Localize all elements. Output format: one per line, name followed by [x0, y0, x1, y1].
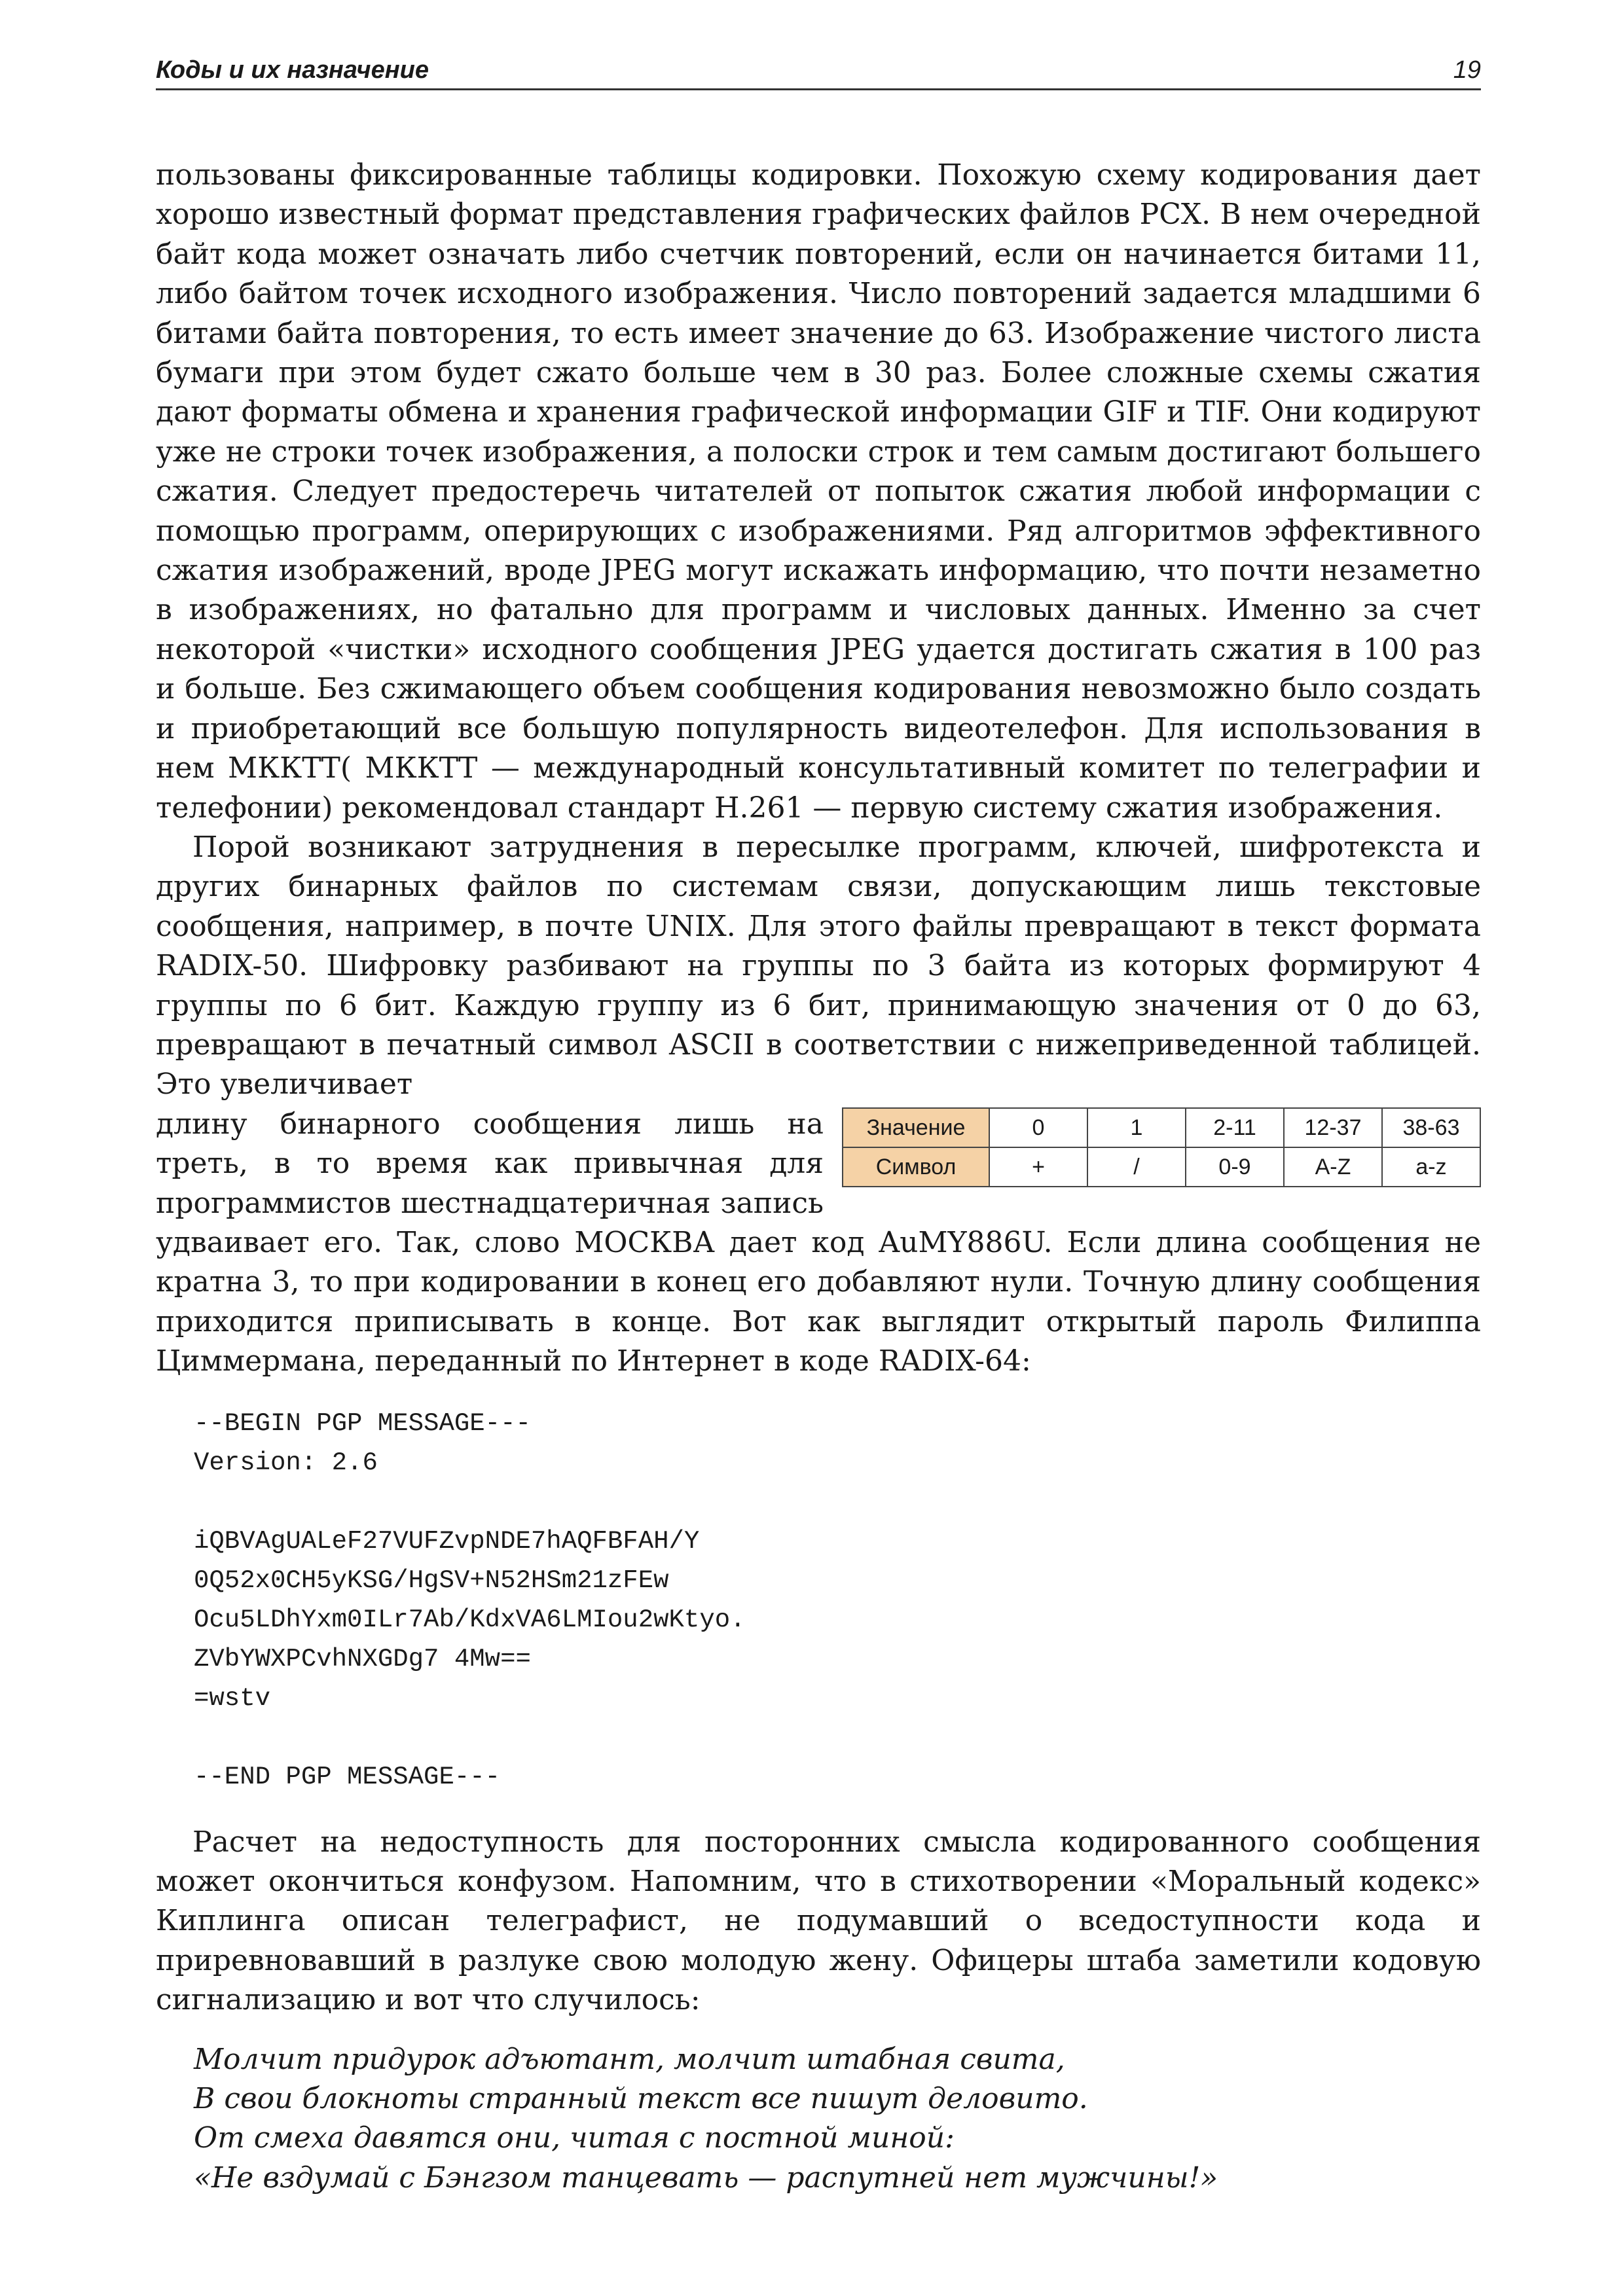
table-cell: 1: [1087, 1108, 1186, 1147]
table-cell: A-Z: [1284, 1147, 1382, 1187]
code-line: --END PGP MESSAGE---: [194, 1762, 501, 1791]
paragraph-2-tail: длину бинарного сообщения лишь на треть, в то время как привычная для программистов шестнадцатеричная запись удваивает его. Так, слово МОСКВА дает код AuMY886U. Если длина сообщения не кратна 3, то при кодировании в конец его добавляют нули. Точную длину сообщения приходится приписывать в конце. Вот как выглядит открытый пароль Филиппа Циммермана, переданный по Интернет в коде RADIX-64:: [156, 1107, 1481, 1378]
paragraph-1: пользованы фиксированные таблицы кодировки. Похожую схему кодирования дает хорошо известный формат представления графических файлов PCX. В нем очередной байт кода может означать либо счетчик повторений, если он начинается битами 11, либо байтом точек исходного изображения. Число повторений задается младшими 6 битами байта повторения, то есть имеет значение до 63. Изображение чистого листа бумаги при этом будет сжато больше чем в 30 раз. Более сложные схемы сжатия дают форматы обмена и хранения графической информации GIF и TIF. Они кодируют уже не строки точек изображения, а полоски строк и тем самым достигают большего сжатия. Следует предостеречь читателей от попыток сжатия любой информации с помощью программ, оперирующих с изображениями. Ряд алгоритмов эффективного сжатия изображений, вроде JPEG могут искажать информацию, что почти незаметно в изображениях, но фатально для программ и числовых данных. Именно за счет некоторой «чистки» исходного сообщения JPEG удается достигать сжатия в 100 раз и больше. Без сжимающего объем сообщения кодирования невозможно было создать и приобретающий все большую популярность видеотелефон. Для использования в нем МККТТ( МККТТ — международный консультативный комитет по телеграфии и телефонии) рекомендовал стандарт H.261 — первую систему сжатия изображения.: [156, 158, 1481, 825]
table-cell: 0-9: [1186, 1147, 1284, 1187]
code-line: --BEGIN PGP MESSAGE---: [194, 1408, 531, 1438]
code-line: ZVbYWXPCvhNXGDg7 4Mw==: [194, 1644, 531, 1674]
table-row-symbols: [843, 1147, 1480, 1187]
table-cell: /: [1087, 1147, 1186, 1187]
table-header-symbols: Символ: [843, 1147, 989, 1187]
paragraph-2-head: Порой возникают затруднения в пересылке программ, ключей, шифротекста и других бинарных файлов по системам связи, допускающим лишь текстовые сообщения, например, в почте UNIX. Для этого файлы превращают в текст формата RADIX-50. Шифровку разбивают на группы по 3 байта из которых формируют 4 группы по 6 бит. Каждую группу из 6 бит, принимающую значения от 0 до 63, превращают в печатный символ ASCII в соответствии с нижеприведенной таблицей. Это увеличивает: [156, 830, 1481, 1102]
page-body: [156, 156, 1481, 2198]
verse-line: «Не вздумай с Бэнгзом танцевать — распутней нет мужчины!»: [194, 2161, 1218, 2195]
verse-line: От смеха давятся они, читая с постной миной:: [194, 2121, 955, 2155]
code-line: 0Q52x0CH5yKSG/HgSV+N52HSm21zFEw: [194, 1566, 669, 1595]
paragraph-2-with-table: [156, 1105, 1481, 1382]
table-row-values: [843, 1108, 1480, 1147]
table-cell: +: [989, 1147, 1087, 1187]
table-cell: 0: [989, 1108, 1087, 1147]
radix-table: [842, 1107, 1481, 1187]
verse-quote: [194, 2040, 1481, 2198]
code-line: iQBVAgUALeF27VUFZvpNDE7hAQFBFAH/Y: [194, 1526, 700, 1556]
page-number: 19: [1453, 56, 1481, 84]
paragraph-3: Расчет на недоступность для посторонних смысла кодированного сообщения может окончиться конфузом. Напомним, что в стихотворении «Моральный кодекс» Киплинга описан телеграфист, не подумавший о вседоступности кода и приревновавший в разлуке свою молодую жену. Офицеры штаба заметили кодовую сигнализацию и вот что случилось:: [156, 1825, 1481, 2017]
verse-line: Молчит придурок адъютант, молчит штабная свита,: [194, 2042, 1065, 2076]
table-cell: 12-37: [1284, 1108, 1382, 1147]
verse-line: В свои блокноты странный текст все пишут деловито.: [194, 2082, 1088, 2116]
table-cell: a-z: [1382, 1147, 1480, 1187]
code-line: =wstv: [194, 1683, 271, 1713]
code-blank-line: [194, 1482, 1481, 1522]
running-title: Коды и их назначение: [156, 56, 429, 84]
code-blank-line: [194, 1718, 1481, 1757]
code-line: Version: 2.6: [194, 1448, 378, 1477]
table-cell: 38-63: [1382, 1108, 1480, 1147]
table-header-values: Значение: [843, 1108, 989, 1147]
code-line: Ocu5LDhYxm0ILr7Ab/KdxVA6LMIou2wKtyo.: [194, 1605, 746, 1634]
table-cell: 2-11: [1186, 1108, 1284, 1147]
pgp-code-block: [194, 1404, 1481, 1797]
page-header: [156, 54, 1481, 90]
